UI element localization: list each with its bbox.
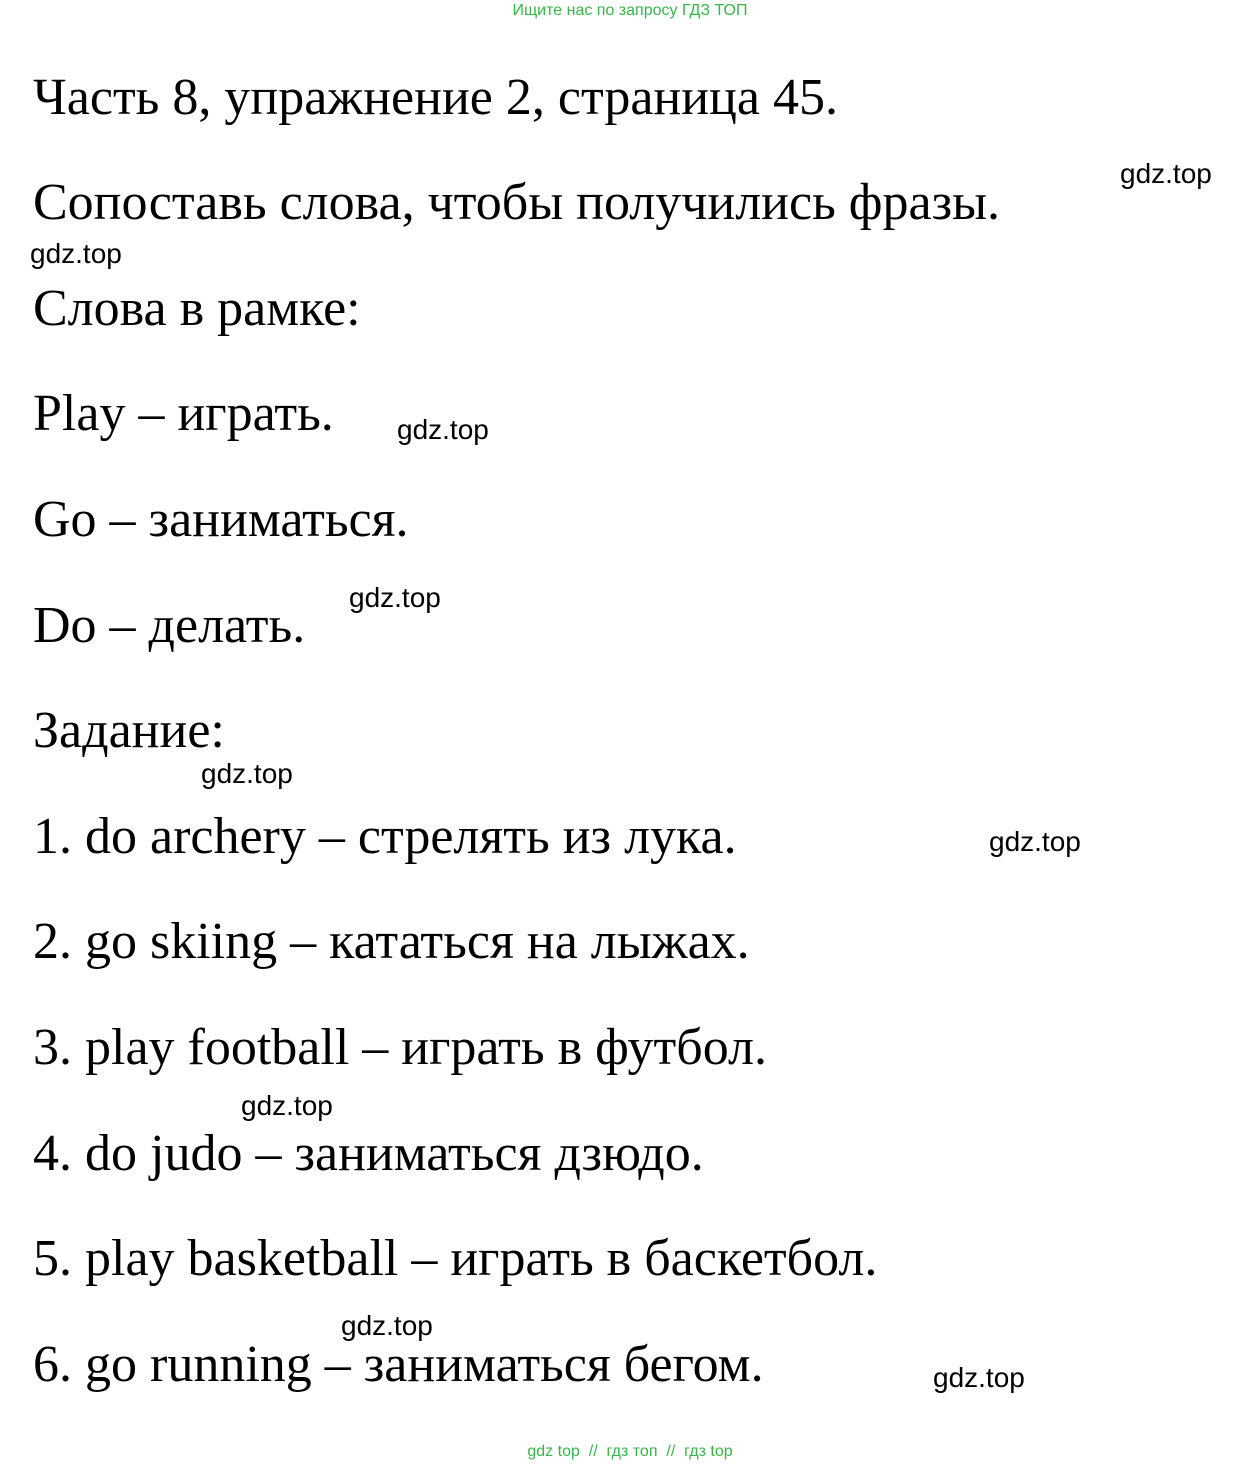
page-title: Часть 8, упражнение 2, страница 45. <box>33 69 838 126</box>
answer-item-6: 6. go running – заниматься бегом. <box>33 1336 764 1393</box>
answer-item-5: 5. play basketball – играть в баскетбол. <box>33 1230 878 1287</box>
box-word-do: Do – делать. <box>33 597 306 654</box>
watermark: gdz.top <box>30 238 122 269</box>
instruction-text: Сопоставь слова, чтобы получились фразы. <box>33 174 1001 231</box>
box-heading: Слова в рамке: <box>33 280 361 337</box>
box-word-play: Play – играть. <box>33 385 334 442</box>
watermark: gdz.top <box>933 1362 1025 1393</box>
watermark: gdz.top <box>989 826 1081 857</box>
answer-item-3: 3. play football – играть в футбол. <box>33 1019 767 1076</box>
watermark: gdz.top <box>241 1090 333 1121</box>
watermark: gdz.top <box>341 1310 433 1341</box>
box-word-go: Go – заниматься. <box>33 491 409 548</box>
footer-links: gdz top // гдз топ // гдз top <box>527 1443 733 1460</box>
watermark: gdz.top <box>349 582 441 613</box>
watermark: gdz.top <box>1120 158 1212 189</box>
watermark: gdz.top <box>201 758 293 789</box>
task-heading: Задание: <box>33 702 225 759</box>
answer-item-1: 1. do archery – стрелять из лука. <box>33 808 737 865</box>
top-banner: Ищите нас по запросу ГДЗ ТОП <box>512 2 748 19</box>
answer-item-4: 4. do judo – заниматься дзюдо. <box>33 1125 704 1182</box>
watermark: gdz.top <box>397 414 489 445</box>
answer-item-2: 2. go skiing – кататься на лыжах. <box>33 913 750 970</box>
